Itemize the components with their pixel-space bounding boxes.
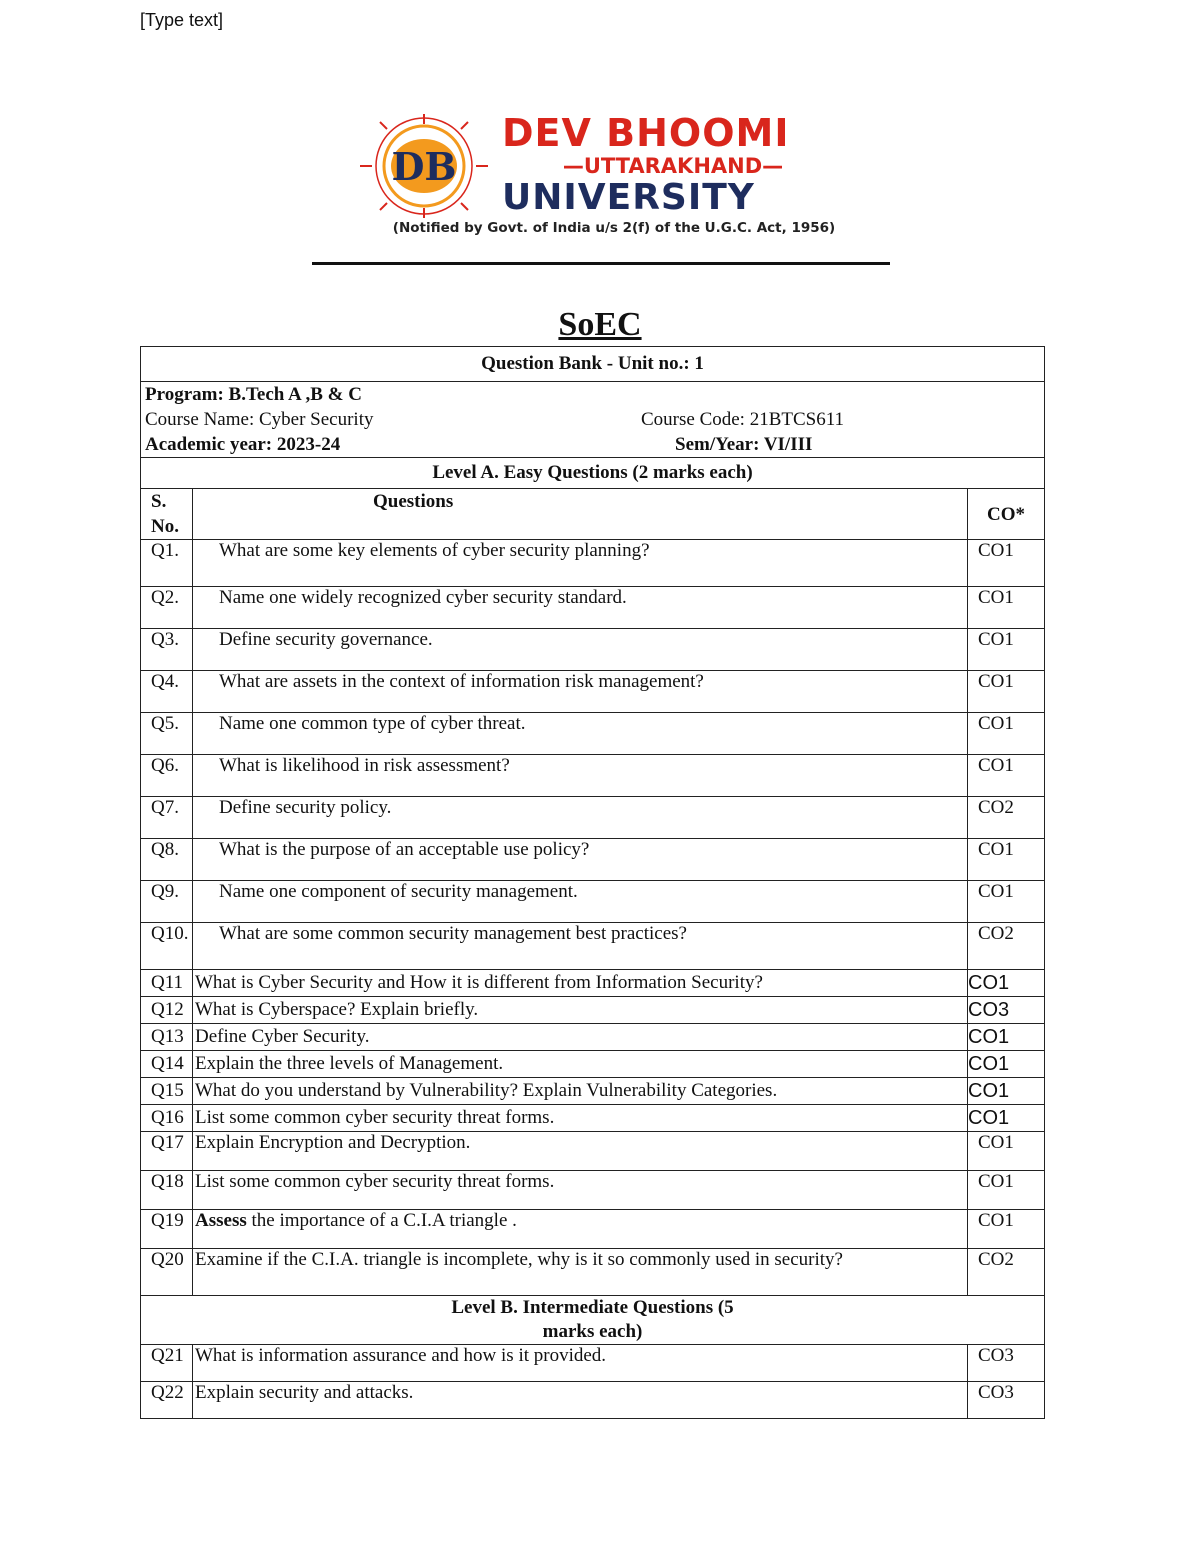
question-number: Q19	[141, 1210, 193, 1249]
course-outcome: CO1	[968, 970, 1045, 997]
school-name: SoEC	[558, 306, 642, 343]
table-row	[141, 923, 1045, 970]
level-b-heading: Level B. Intermediate Questions (5 marks each)	[141, 1296, 1045, 1345]
table-row	[141, 755, 1045, 797]
question-number: Q22	[141, 1382, 193, 1419]
course-outcome: CO1	[968, 839, 1045, 881]
course-info	[141, 382, 1045, 458]
course-outcome: CO1	[968, 713, 1045, 755]
question-text: What is the purpose of an acceptable use policy?	[193, 839, 968, 881]
question-number: Q6.	[141, 755, 193, 797]
logo-line-2: —UTTARAKHAND—	[562, 154, 784, 178]
course-outcome: CO1	[968, 1078, 1045, 1105]
program-label: Program: B.Tech A ,B & C	[145, 384, 362, 405]
course-outcome: CO1	[968, 671, 1045, 713]
table-row	[141, 1051, 1045, 1078]
question-text: Name one common type of cyber threat.	[193, 713, 968, 755]
course-outcome: CO1	[968, 1024, 1045, 1051]
question-number: Q12	[141, 997, 193, 1024]
question-number: Q11	[141, 970, 193, 997]
course-code: Course Code: 21BTCS611	[641, 409, 845, 430]
course-outcome: CO2	[968, 797, 1045, 839]
page-title: Question Bank - Unit no.: 1	[141, 347, 1045, 382]
course-outcome: CO1	[968, 1051, 1045, 1078]
question-text: What is likelihood in risk assessment?	[193, 755, 968, 797]
question-text: Explain security and attacks.	[193, 1382, 968, 1419]
question-number: Q4.	[141, 671, 193, 713]
course-outcome: CO1	[968, 587, 1045, 629]
logo-line-1: DEV BHOOMI	[502, 111, 790, 155]
question-number: Q13	[141, 1024, 193, 1051]
question-text: Name one widely recognized cyber security standard.	[193, 587, 968, 629]
question-number: Q8.	[141, 839, 193, 881]
header-divider	[312, 262, 890, 265]
course-outcome: CO3	[968, 1382, 1045, 1419]
question-number: Q3.	[141, 629, 193, 671]
table-row	[141, 629, 1045, 671]
table-row	[141, 997, 1045, 1024]
university-seal-icon	[354, 114, 494, 218]
table-row	[141, 587, 1045, 629]
question-text: Examine if the C.I.A. triangle is incomplete, why is it so commonly used in security?	[193, 1249, 968, 1296]
question-number: Q20	[141, 1249, 193, 1296]
question-number: Q1.	[141, 540, 193, 587]
course-name: Course Name: Cyber Security	[145, 409, 374, 430]
table-row	[141, 1024, 1045, 1051]
logo-line-3: UNIVERSITY	[502, 177, 755, 218]
academic-year: Academic year: 2023-24	[145, 434, 341, 455]
question-number: Q16	[141, 1105, 193, 1132]
course-outcome: CO1	[968, 1132, 1045, 1171]
question-number: Q14	[141, 1051, 193, 1078]
svg-text:DB: DB	[391, 144, 457, 189]
question-text: List some common cyber security threat forms.	[193, 1171, 968, 1210]
question-number: Q18	[141, 1171, 193, 1210]
question-text: Explain the three levels of Management.	[193, 1051, 968, 1078]
question-text: What are some key elements of cyber security planning?	[193, 540, 968, 587]
question-number: Q17	[141, 1132, 193, 1171]
course-outcome: CO2	[968, 923, 1045, 970]
question-text: What are assets in the context of information risk management?	[193, 671, 968, 713]
question-number: Q5.	[141, 713, 193, 755]
table-row	[141, 1249, 1045, 1296]
question-text	[193, 1210, 968, 1249]
question-number: Q10.	[141, 923, 193, 970]
table-row	[141, 797, 1045, 839]
question-number: Q7.	[141, 797, 193, 839]
table-row	[141, 1382, 1045, 1419]
question-text: What are some common security management best practices?	[193, 923, 968, 970]
question-text: Define security policy.	[193, 797, 968, 839]
university-logo	[354, 112, 854, 242]
question-bank-table	[140, 346, 1045, 1419]
course-outcome: CO3	[968, 1345, 1045, 1382]
course-outcome: CO1	[968, 1105, 1045, 1132]
table-row	[141, 1171, 1045, 1210]
course-outcome: CO1	[968, 755, 1045, 797]
question-number: Q21	[141, 1345, 193, 1382]
table-row	[141, 881, 1045, 923]
column-header-sno: S. No.	[141, 489, 193, 540]
table-row	[141, 713, 1045, 755]
question-text: What is information assurance and how is it provided.	[193, 1345, 968, 1382]
question-text: Name one component of security management.	[193, 881, 968, 923]
course-outcome: CO1	[968, 540, 1045, 587]
question-emphasis: Assess	[195, 1210, 247, 1231]
sem-year: Sem/Year: VI/III	[675, 434, 813, 455]
table-row	[141, 839, 1045, 881]
question-text-rest: the importance of a C.I.A triangle .	[246, 1210, 517, 1231]
question-number: Q2.	[141, 587, 193, 629]
level-a-heading: Level A. Easy Questions (2 marks each)	[141, 458, 1045, 489]
question-text: List some common cyber security threat forms.	[193, 1105, 968, 1132]
question-text: What is Cyber Security and How it is different from Information Security?	[193, 970, 968, 997]
question-number: Q9.	[141, 881, 193, 923]
question-number: Q15	[141, 1078, 193, 1105]
table-row	[141, 1345, 1045, 1382]
question-text: What is Cyberspace? Explain briefly.	[193, 997, 968, 1024]
table-row	[141, 540, 1045, 587]
table-row	[141, 1105, 1045, 1132]
course-outcome: CO1	[968, 1171, 1045, 1210]
logo-subtitle: (Notified by Govt. of India u/s 2(f) of the U.G.C. Act, 1956)	[392, 220, 836, 236]
course-outcome: CO1	[968, 881, 1045, 923]
question-text: What do you understand by Vulnerability? Explain Vulnerability Categories.	[193, 1078, 968, 1105]
question-text: Define Cyber Security.	[193, 1024, 968, 1051]
course-outcome: CO1	[968, 629, 1045, 671]
course-outcome: CO2	[968, 1249, 1045, 1296]
table-row	[141, 1132, 1045, 1171]
question-text: Explain Encryption and Decryption.	[193, 1132, 968, 1171]
column-header-questions: Questions	[193, 489, 968, 540]
column-header-co: CO*	[968, 489, 1045, 540]
course-outcome: CO3	[968, 997, 1045, 1024]
header-note: [Type text]	[140, 10, 224, 30]
table-row	[141, 1210, 1045, 1249]
table-row	[141, 970, 1045, 997]
course-outcome: CO1	[968, 1210, 1045, 1249]
table-row	[141, 671, 1045, 713]
question-text: Define security governance.	[193, 629, 968, 671]
table-row	[141, 1078, 1045, 1105]
